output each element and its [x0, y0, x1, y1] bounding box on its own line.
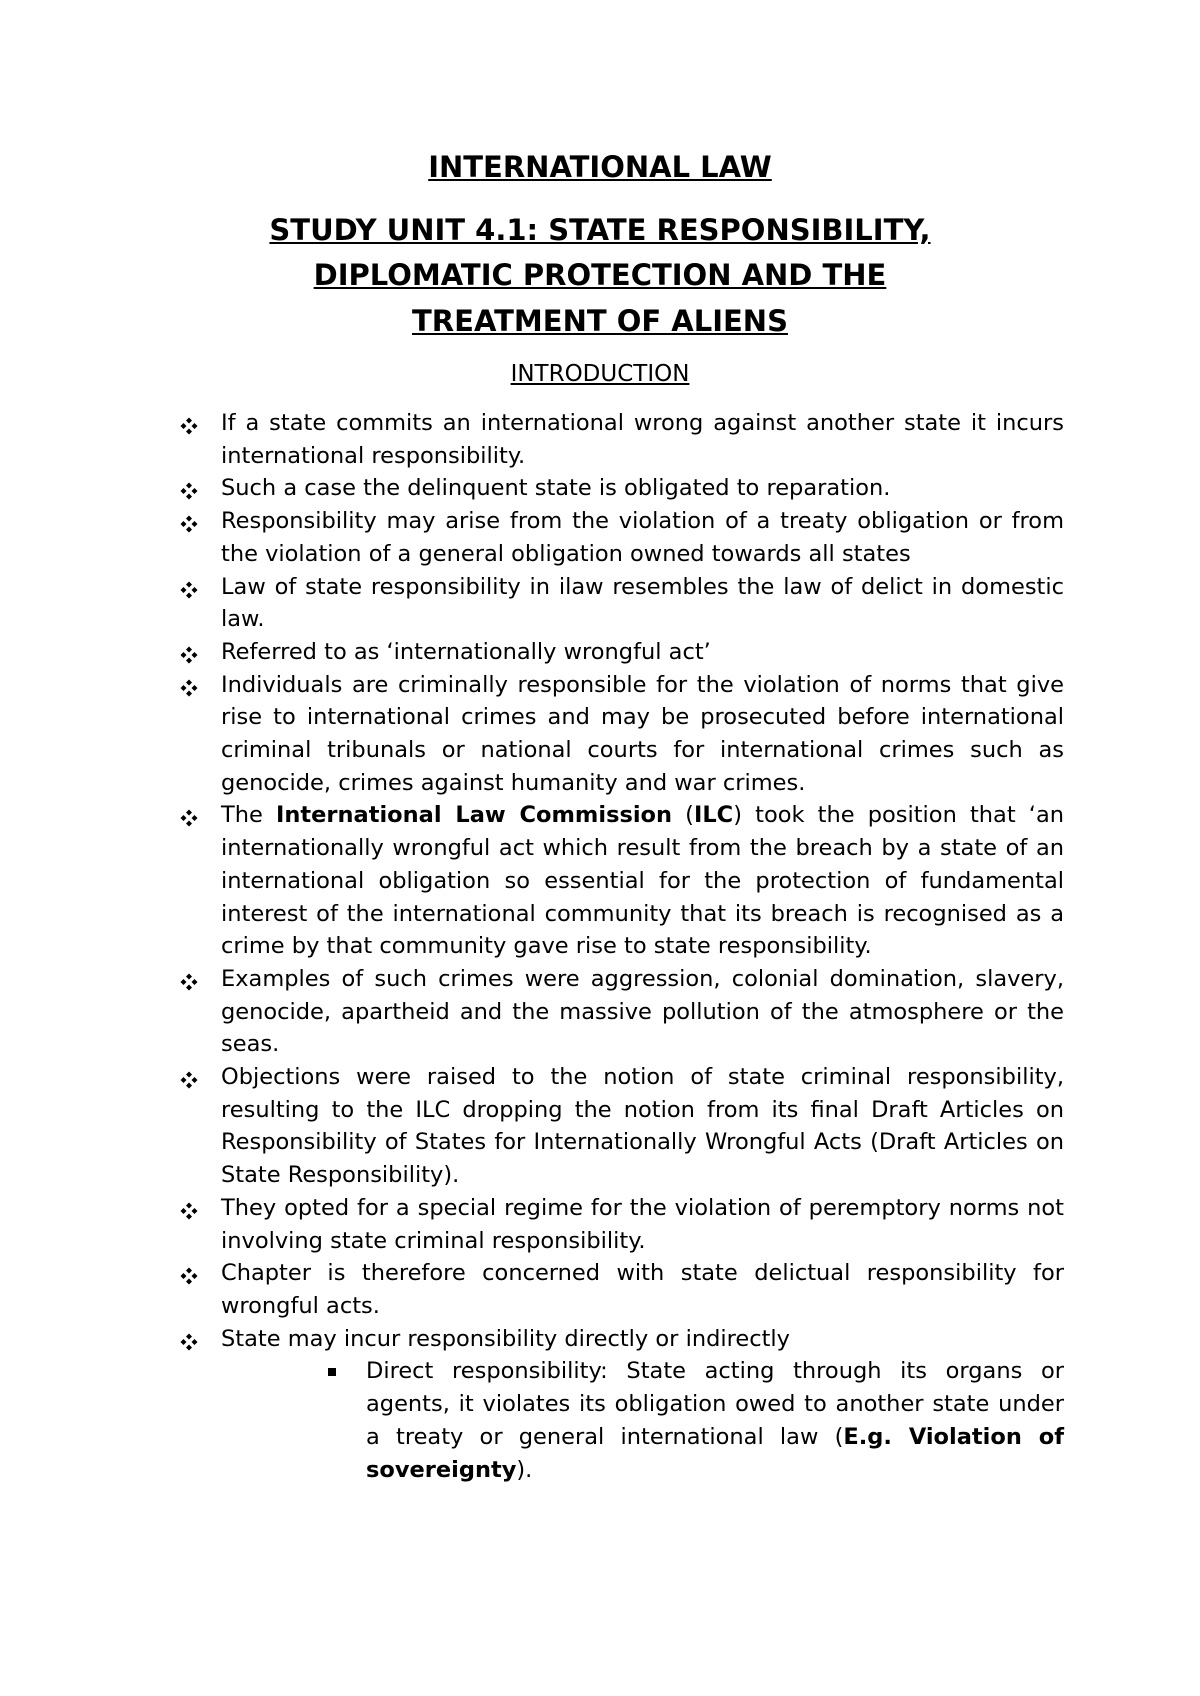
text-run: ( — [672, 802, 694, 829]
list-item-text — [221, 799, 1064, 963]
four-diamond-bullet-icon — [180, 482, 198, 500]
study-unit-title-line-2: DIPLOMATIC PROTECTION AND THE — [313, 258, 887, 292]
sub-list-item-text — [366, 1355, 1064, 1486]
square-bullet-icon — [328, 1368, 336, 1376]
list-item-text: Responsibility may arise from the violation of a treaty obligation or from the violation of a general obligation owned towards all states — [221, 508, 1064, 567]
list-item-text: If a state commits an international wrong against another state it incurs international responsibility. — [221, 410, 1064, 469]
bullet-list — [0, 407, 1200, 1486]
text-run: ) took the position that ‘an internationally wrongful act which result from the breach by a state of an international obligation so essential for the protection of fundamental interest of the international community that its breach is recognised as a crime by that community gave rise to state responsibility. — [221, 802, 1065, 960]
example-emphasis: E.g. Violation of sovereignty — [366, 1423, 1064, 1483]
four-diamond-bullet-icon — [180, 809, 198, 827]
list-item-text: Examples of such crimes were aggression, colonial domination, slavery, genocide, apartheid and the massive pollution of the atmosphere or the seas. — [221, 965, 1064, 1058]
study-unit-title-line-1: STUDY UNIT 4.1: STATE RESPONSIBILITY, — [269, 213, 931, 247]
four-diamond-bullet-icon — [180, 515, 198, 533]
list-item — [0, 1061, 1200, 1192]
four-diamond-bullet-icon — [180, 679, 198, 697]
four-diamond-bullet-icon — [180, 973, 198, 991]
list-item — [0, 963, 1200, 1061]
four-diamond-bullet-icon — [180, 1202, 198, 1220]
list-item — [0, 1192, 1200, 1257]
four-diamond-bullet-icon — [180, 581, 198, 599]
four-diamond-bullet-icon — [180, 1071, 198, 1089]
ilc-full-name: International Law Commission — [276, 802, 673, 829]
list-item — [0, 472, 1200, 505]
list-item — [0, 571, 1200, 636]
text-run: The — [221, 802, 276, 829]
list-item — [0, 636, 1200, 669]
list-item-text: Law of state responsibility in ilaw resembles the law of delict in domestic law. — [221, 573, 1064, 633]
list-item-text: State may incur responsibility directly or indirectly — [221, 1325, 790, 1352]
four-diamond-bullet-icon — [180, 1267, 198, 1285]
sub-list-item — [0, 1355, 1200, 1486]
text-run: ). — [516, 1456, 533, 1483]
list-item-text: Individuals are criminally responsible for the violation of norms that give rise to international crimes and may be prosecuted before international criminal tribunals or national courts for international crimes such as genocide, crimes against humanity and war crimes. — [221, 671, 1064, 796]
four-diamond-bullet-icon — [180, 417, 198, 435]
list-item-text: They opted for a special regime for the violation of peremptory norms not involving state criminal responsibility. — [221, 1194, 1064, 1254]
list-item — [0, 669, 1200, 800]
list-item-text: Objections were raised to the notion of state criminal responsibility, resulting to the ILC dropping the notion from its final Draft Articles on Responsibility of States for Internationally Wrongful Acts (Draft Articles on State Responsibility). — [221, 1064, 1064, 1189]
list-item-text: Referred to as ‘internationally wrongful act’ — [221, 638, 711, 665]
list-item — [0, 1323, 1200, 1356]
study-unit-title-line-3: TREATMENT OF ALIENS — [412, 304, 788, 338]
list-item — [0, 799, 1200, 963]
section-heading: INTRODUCTION — [510, 361, 690, 387]
four-diamond-bullet-icon — [180, 1333, 198, 1351]
list-item — [0, 407, 1200, 472]
document-title: INTERNATIONAL LAW — [428, 150, 772, 184]
four-diamond-bullet-icon — [180, 646, 198, 664]
ilc-abbreviation: ILC — [693, 802, 734, 829]
list-item — [0, 505, 1200, 570]
list-item-text: Such a case the delinquent state is obligated to reparation. — [221, 475, 891, 502]
text-run: Direct responsibility: State acting through its organs or agents, it violates its obligation owed to another state under a treaty or general international law ( — [366, 1358, 1064, 1450]
list-item-text: Chapter is therefore concerned with state delictual responsibility for wrongful acts. — [221, 1260, 1064, 1319]
list-item — [0, 1257, 1200, 1322]
